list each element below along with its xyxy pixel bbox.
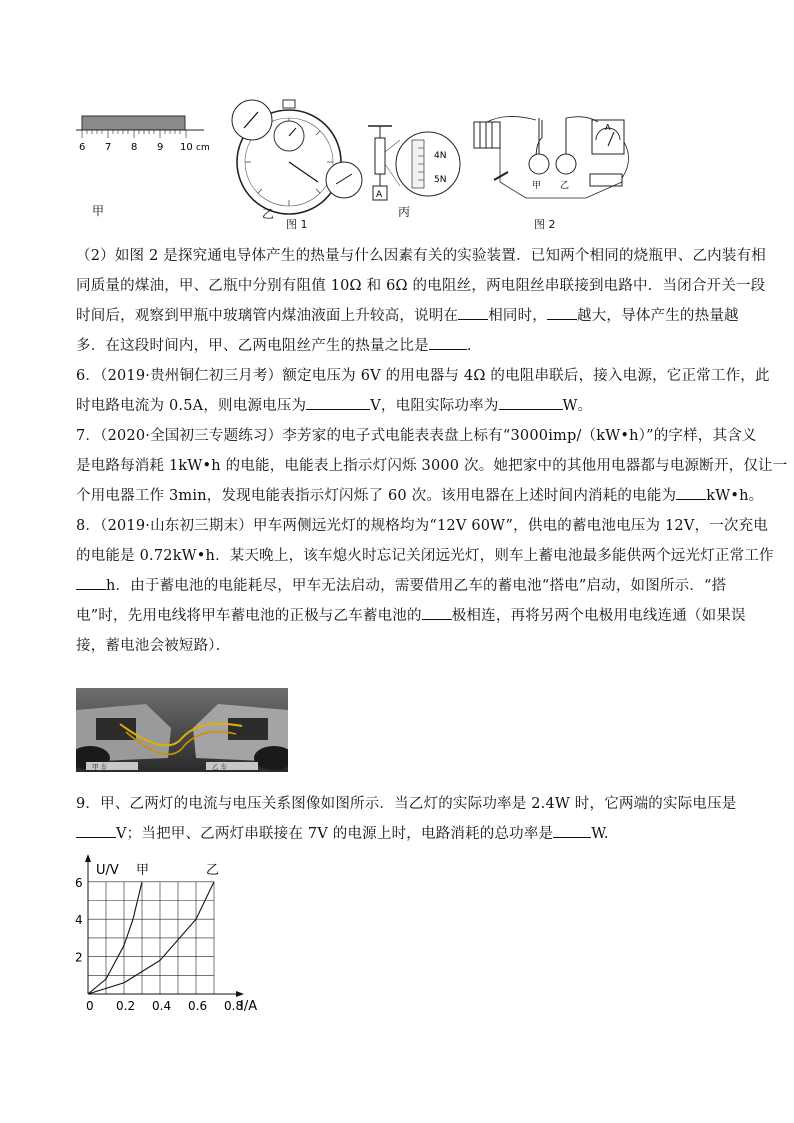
q9-line2-text-a: V；当把甲、乙两灯串联接在 7V 的电源上时，电路消耗的总功率是 — [116, 826, 554, 842]
q5-line4-text-b: ． — [466, 338, 482, 354]
spring-zoom — [396, 132, 460, 196]
q5-line3-text-b: 相同时， — [488, 308, 548, 324]
q7-line3 — [76, 484, 763, 505]
answer-blank[interactable] — [306, 397, 370, 410]
y-tick-label: 2 — [75, 950, 83, 965]
x-axis-arrow — [236, 991, 244, 997]
answer-blank[interactable] — [553, 825, 591, 838]
stopwatch-zoom-left — [232, 100, 272, 140]
q6-line2-text-b: V，电阻实际功率为 — [370, 398, 499, 414]
q6-line2-text-a: 时电路电流为 0.5A，则电源电压为 — [76, 398, 307, 414]
ruler-tick-label: 10 — [180, 142, 193, 153]
spring-tick-5n: 5N — [434, 175, 447, 185]
q5-line2: 同质量的煤油，甲、乙瓶中分别有阻值 10Ω 和 6Ω 的电阻丝，两电阻丝串联接到电路中．当闭合开关一段 — [76, 278, 766, 294]
q5-line3 — [76, 304, 739, 325]
q8-line4-text-a: 电”时，先用电线将甲车蓄电池的正极与乙车蓄电池的 — [76, 608, 422, 624]
q8-line3 — [76, 574, 726, 595]
iu-chart — [66, 852, 276, 1024]
series-label-yi: 乙 — [206, 863, 220, 878]
flask-a-label: 甲 — [532, 181, 542, 191]
stopwatch-zoom-right — [326, 162, 362, 198]
flask-a — [529, 154, 549, 174]
answer-blank[interactable] — [547, 307, 577, 320]
flask-b-label: 乙 — [560, 181, 570, 191]
ammeter-label: A — [605, 123, 611, 132]
photo-label-car-b: 乙 车 — [212, 763, 228, 771]
block-a-label: A — [376, 190, 383, 200]
q6-line1: 6．（2019·贵州铜仁初三月考）额定电压为 6V 的用电器与 4Ω 的电阻串联后，接入电源，它正常工作，此 — [76, 368, 770, 384]
battery — [474, 122, 500, 148]
q5-line4-text-a: 多．在这段时间内，甲、乙两电阻丝产生的热量之比是 — [76, 338, 429, 354]
ruler-tick-label: 8 — [131, 142, 138, 153]
x-tick-label: 0.8 — [224, 999, 244, 1013]
x-axis-label: I/A — [240, 999, 258, 1014]
q5-line3-text-c: 越大，导体产生的热量越 — [577, 308, 739, 324]
q8-line4 — [76, 604, 746, 625]
q5-line3-text-a: 时间后，观察到甲瓶中玻璃管内煤油液面上升较高，说明在 — [76, 308, 459, 324]
spring-scale-figure — [364, 116, 464, 216]
series-label-jia: 甲 — [136, 863, 150, 878]
q9-line2-text-b: W. — [591, 826, 609, 842]
spring-label: 丙 — [398, 205, 411, 219]
ruler-unit: cm — [196, 143, 210, 153]
q5-line1: （2）如图 2 是探究通电导体产生的热量与什么因素有关的实验装置．已知两个相同的烧瓶甲、乙内装有相 — [76, 248, 766, 264]
ruler-figure — [72, 112, 222, 187]
ruler-object — [82, 116, 185, 130]
fig1-caption: 图 1 — [286, 218, 308, 231]
stopwatch-label: 乙 — [262, 207, 275, 221]
answer-blank[interactable] — [422, 607, 452, 620]
q7-line2: 是电路每消耗 1kW•h 的电能，电能表上指示灯闪烁 3000 次。她把家中的其他用电器都与电源断开，仅让一 — [76, 458, 788, 474]
y-tick-label: 6 — [75, 875, 83, 890]
q8-line2: 的电能是 0.72kW•h．某天晚上，该车熄火时忘记关闭远光灯，则车上蓄电池最多能供两个远光灯正常工作 — [76, 548, 774, 564]
x-tick-label: 0.6 — [188, 999, 208, 1013]
q8-line4-text-b: 极相连，再将另两个电极用电线连通（如果误 — [451, 608, 746, 624]
answer-blank[interactable] — [676, 487, 706, 500]
q6-line2 — [76, 394, 592, 415]
ruler-label: 甲 — [92, 204, 105, 218]
circuit-figure — [466, 112, 636, 212]
q7-line3-text-b: kW•h。 — [706, 488, 764, 504]
q9-line1: 9．甲、乙两灯的电流与电压关系图像如图所示．当乙灯的实际功率是 2.4W 时，它两端的实际电压是 — [76, 796, 737, 812]
q7-line1: 7．（2020·全国初三专题练习）李芳家的电子式电能表表盘上标有“3000imp/（kW•h）”的字样，其含义 — [76, 428, 757, 444]
y-tick-label: 4 — [75, 913, 83, 928]
x-tick-label: 0.4 — [152, 999, 172, 1013]
answer-blank[interactable] — [458, 307, 488, 320]
ruler-tick-label: 7 — [105, 142, 112, 153]
x-tick-label: 0.2 — [116, 999, 136, 1013]
ruler-tick-label: 6 — [79, 142, 86, 153]
q5-line4 — [76, 334, 482, 355]
answer-blank[interactable] — [76, 577, 106, 590]
flask-b — [556, 154, 576, 174]
spring-tick-4n: 4N — [434, 151, 447, 161]
fig2-caption: 图 2 — [534, 218, 556, 231]
q6-line2-text-c: W。 — [562, 398, 593, 414]
q8-line1: 8．（2019·山东初三期末）甲车两侧远光灯的规格均为“12V 60W”，供电的蓄电池电压为 12V，一次充电 — [76, 518, 768, 534]
stopwatch-figure — [226, 98, 366, 223]
answer-blank[interactable] — [429, 337, 467, 350]
q9-line2 — [76, 822, 609, 843]
q8-line3-text-a: h．由于蓄电池的电能耗尽，甲车无法启动，需要借用乙车的蓄电池“搭电”启动，如图所示．“搭 — [106, 578, 727, 594]
answer-blank[interactable] — [76, 825, 116, 838]
y-axis-label: U/V — [96, 863, 119, 878]
q7-line3-text-a: 个用电器工作 3min，发现电能表指示灯闪烁了 60 次。该用电器在上述时间内消耗的电能为 — [76, 488, 677, 504]
answer-blank[interactable] — [499, 397, 563, 410]
x-tick-label: 0 — [86, 999, 94, 1013]
jump-start-photo — [76, 688, 288, 772]
ruler-tick-label: 9 — [157, 142, 164, 153]
q8-line5: 接，蓄电池会被短路）． — [76, 638, 231, 654]
y-axis-arrow — [85, 854, 91, 862]
photo-label-car-a: 甲 车 — [92, 763, 108, 771]
